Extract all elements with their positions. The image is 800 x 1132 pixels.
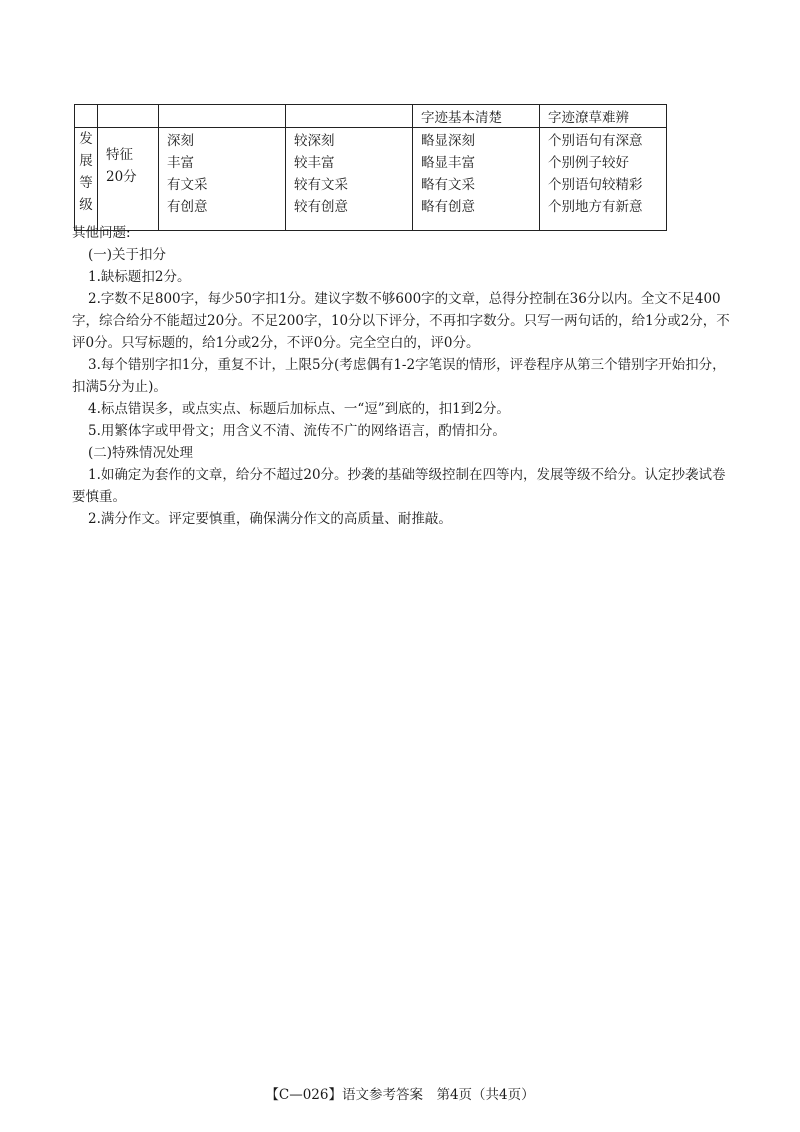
level-4-cell	[540, 128, 667, 231]
header-cell: 字迹潦草难辨	[540, 105, 667, 128]
table-header-row	[75, 105, 667, 128]
special-item: 1.如确定为套作的文章，给分不超过20分。抄袭的基础等级控制在四等内，发展等级不给分。认定抄袭试卷要慎重。	[72, 467, 726, 505]
criterion-text: 个别语句较精彩	[548, 177, 643, 193]
criterion-text: 较有文采	[294, 177, 348, 193]
special-item: 2.满分作文。评定要慎重，确保满分作文的高质量、耐推敲。	[88, 511, 452, 527]
criterion-text: 较深刻	[294, 133, 335, 149]
deduction-item: 2.字数不足800字，每少50字扣1分。建议字数不够600字的文章，总得分控制在36分以内。全文不足400字，综合给分不能超过20分。不足200字，10分以下评分，不再扣字数分。只写一两句话的，给1分或2分，不评0分。只写标题的，给1分或2分，不评0分。完全空白的，评0分。	[72, 291, 730, 351]
criterion-text: 个别地方有新意	[548, 199, 643, 215]
criterion-text: 较丰富	[294, 155, 335, 171]
criterion-text: 个别例子较好	[548, 155, 629, 171]
category-char: 展	[79, 153, 93, 169]
criterion-text: 略显深刻	[421, 133, 475, 149]
category-cell	[75, 128, 98, 231]
header-cell	[75, 105, 98, 128]
section-heading-deductions: (一)关于扣分	[88, 247, 167, 263]
criterion-text: 个别语句有深意	[548, 133, 643, 149]
feature-cell	[98, 128, 159, 231]
level-3-cell	[413, 128, 540, 231]
header-cell: 字迹基本清楚	[413, 105, 540, 128]
criterion-text: 有创意	[167, 199, 208, 215]
header-cell	[286, 105, 413, 128]
notes-title: 其他问题:	[72, 225, 131, 241]
category-char: 发	[79, 131, 93, 147]
level-2-cell	[286, 128, 413, 231]
deduction-item: 5.用繁体字或甲骨文；用含义不清、流传不广的网络语言，酌情扣分。	[88, 423, 506, 439]
category-char: 级	[79, 197, 93, 213]
header-cell	[159, 105, 286, 128]
deduction-item: 3.每个错别字扣1分，重复不计，上限5分(考虑偶有1-2字笔误的情形，评卷程序从第三个错别字开始扣分，扣满5分为止)。	[72, 357, 726, 395]
criterion-text: 略有创意	[421, 199, 475, 215]
feature-label: 特征	[106, 147, 133, 163]
category-char: 等	[79, 175, 93, 191]
header-cell	[98, 105, 159, 128]
deduction-item: 4.标点错误多，或点实点、标题后加标点、一“逗”到底的，扣1到2分。	[88, 401, 510, 417]
other-issues-section	[72, 222, 732, 530]
section-heading-special: (二)特殊情况处理	[88, 445, 194, 461]
feature-score: 20分	[106, 169, 137, 185]
deduction-item: 1.缺标题扣2分。	[88, 269, 191, 285]
criterion-text: 较有创意	[294, 199, 348, 215]
page-footer: 【C—026】语文参考答案 第4页（共4页）	[265, 1087, 535, 1103]
criterion-text: 有文采	[167, 177, 208, 193]
criterion-text: 深刻	[167, 133, 194, 149]
grading-table	[74, 104, 667, 231]
criterion-text: 丰富	[167, 155, 194, 171]
level-1-cell	[159, 128, 286, 231]
criterion-text: 略有文采	[421, 177, 475, 193]
criterion-text: 略显丰富	[421, 155, 475, 171]
table-row-development	[75, 128, 667, 231]
